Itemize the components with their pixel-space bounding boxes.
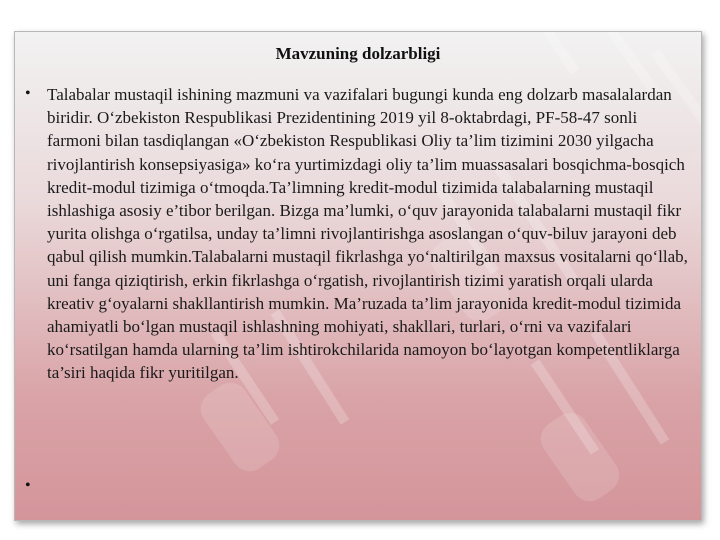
bullet-marker: • <box>25 85 31 102</box>
slide-title: Mavzuning dolzarbligi <box>275 44 441 63</box>
empty-bullet-marker: • <box>25 477 31 494</box>
slide-paragraph: Talabalar mustaqil ishining mazmuni va vazifalari bugungi kunda eng dolzarb masalalardan biridir. O‘zbekiston Respublikasi Prezidentining 2019 yil 8-oktabrdagi, PF-58-47 sonli farmoni bilan tasdiqlangan «O‘zbekiston Respublikasi Oliy ta’lim tizimini 2030 yilgacha rivojlantirish konsepsiyasiga» ko‘ra yurtimizdagi oliy ta’lim muassasalari bosqichma-bosqich kredit-modul tizimiga o‘tmoqda.Ta’limning kredit-modul tizimida talabalarning mustaqil ishlashiga asosiy e’tibor berilgan. Bizga ma’lumki, o‘quv jarayonida talabalarni mustaqil fikr yurita olishga o‘rgatilsa, unday ta’limni rivojlantirishga asoslangan o‘quv-biluv jarayoni deb qabul qilish mumkin.Talabalarni mustaqil fikrlashga yo‘naltirilgan maxsus vositalarni qo‘llab, uni fanga qiziqtirish, erkin fikrlashga o‘rgatish, rivojlantirish tizimi yaratish orqali ularda kreativ g‘oyalarni shakllantirish mumkin. Ma’ruzada ta’lim jarayonida kredit-modul tizimida ahamiyatli bo‘lgan mustaqil ishlashning mohiyati, shakllari, turlari, o‘rni va vazifalari ko‘rsatilgan hamda ularning ta’lim ishtirokchilarida namoyon bo‘layotgan kompetentliklarga ta’siri haqida fikr yuritilgan. <box>47 85 688 383</box>
slide <box>14 31 702 521</box>
